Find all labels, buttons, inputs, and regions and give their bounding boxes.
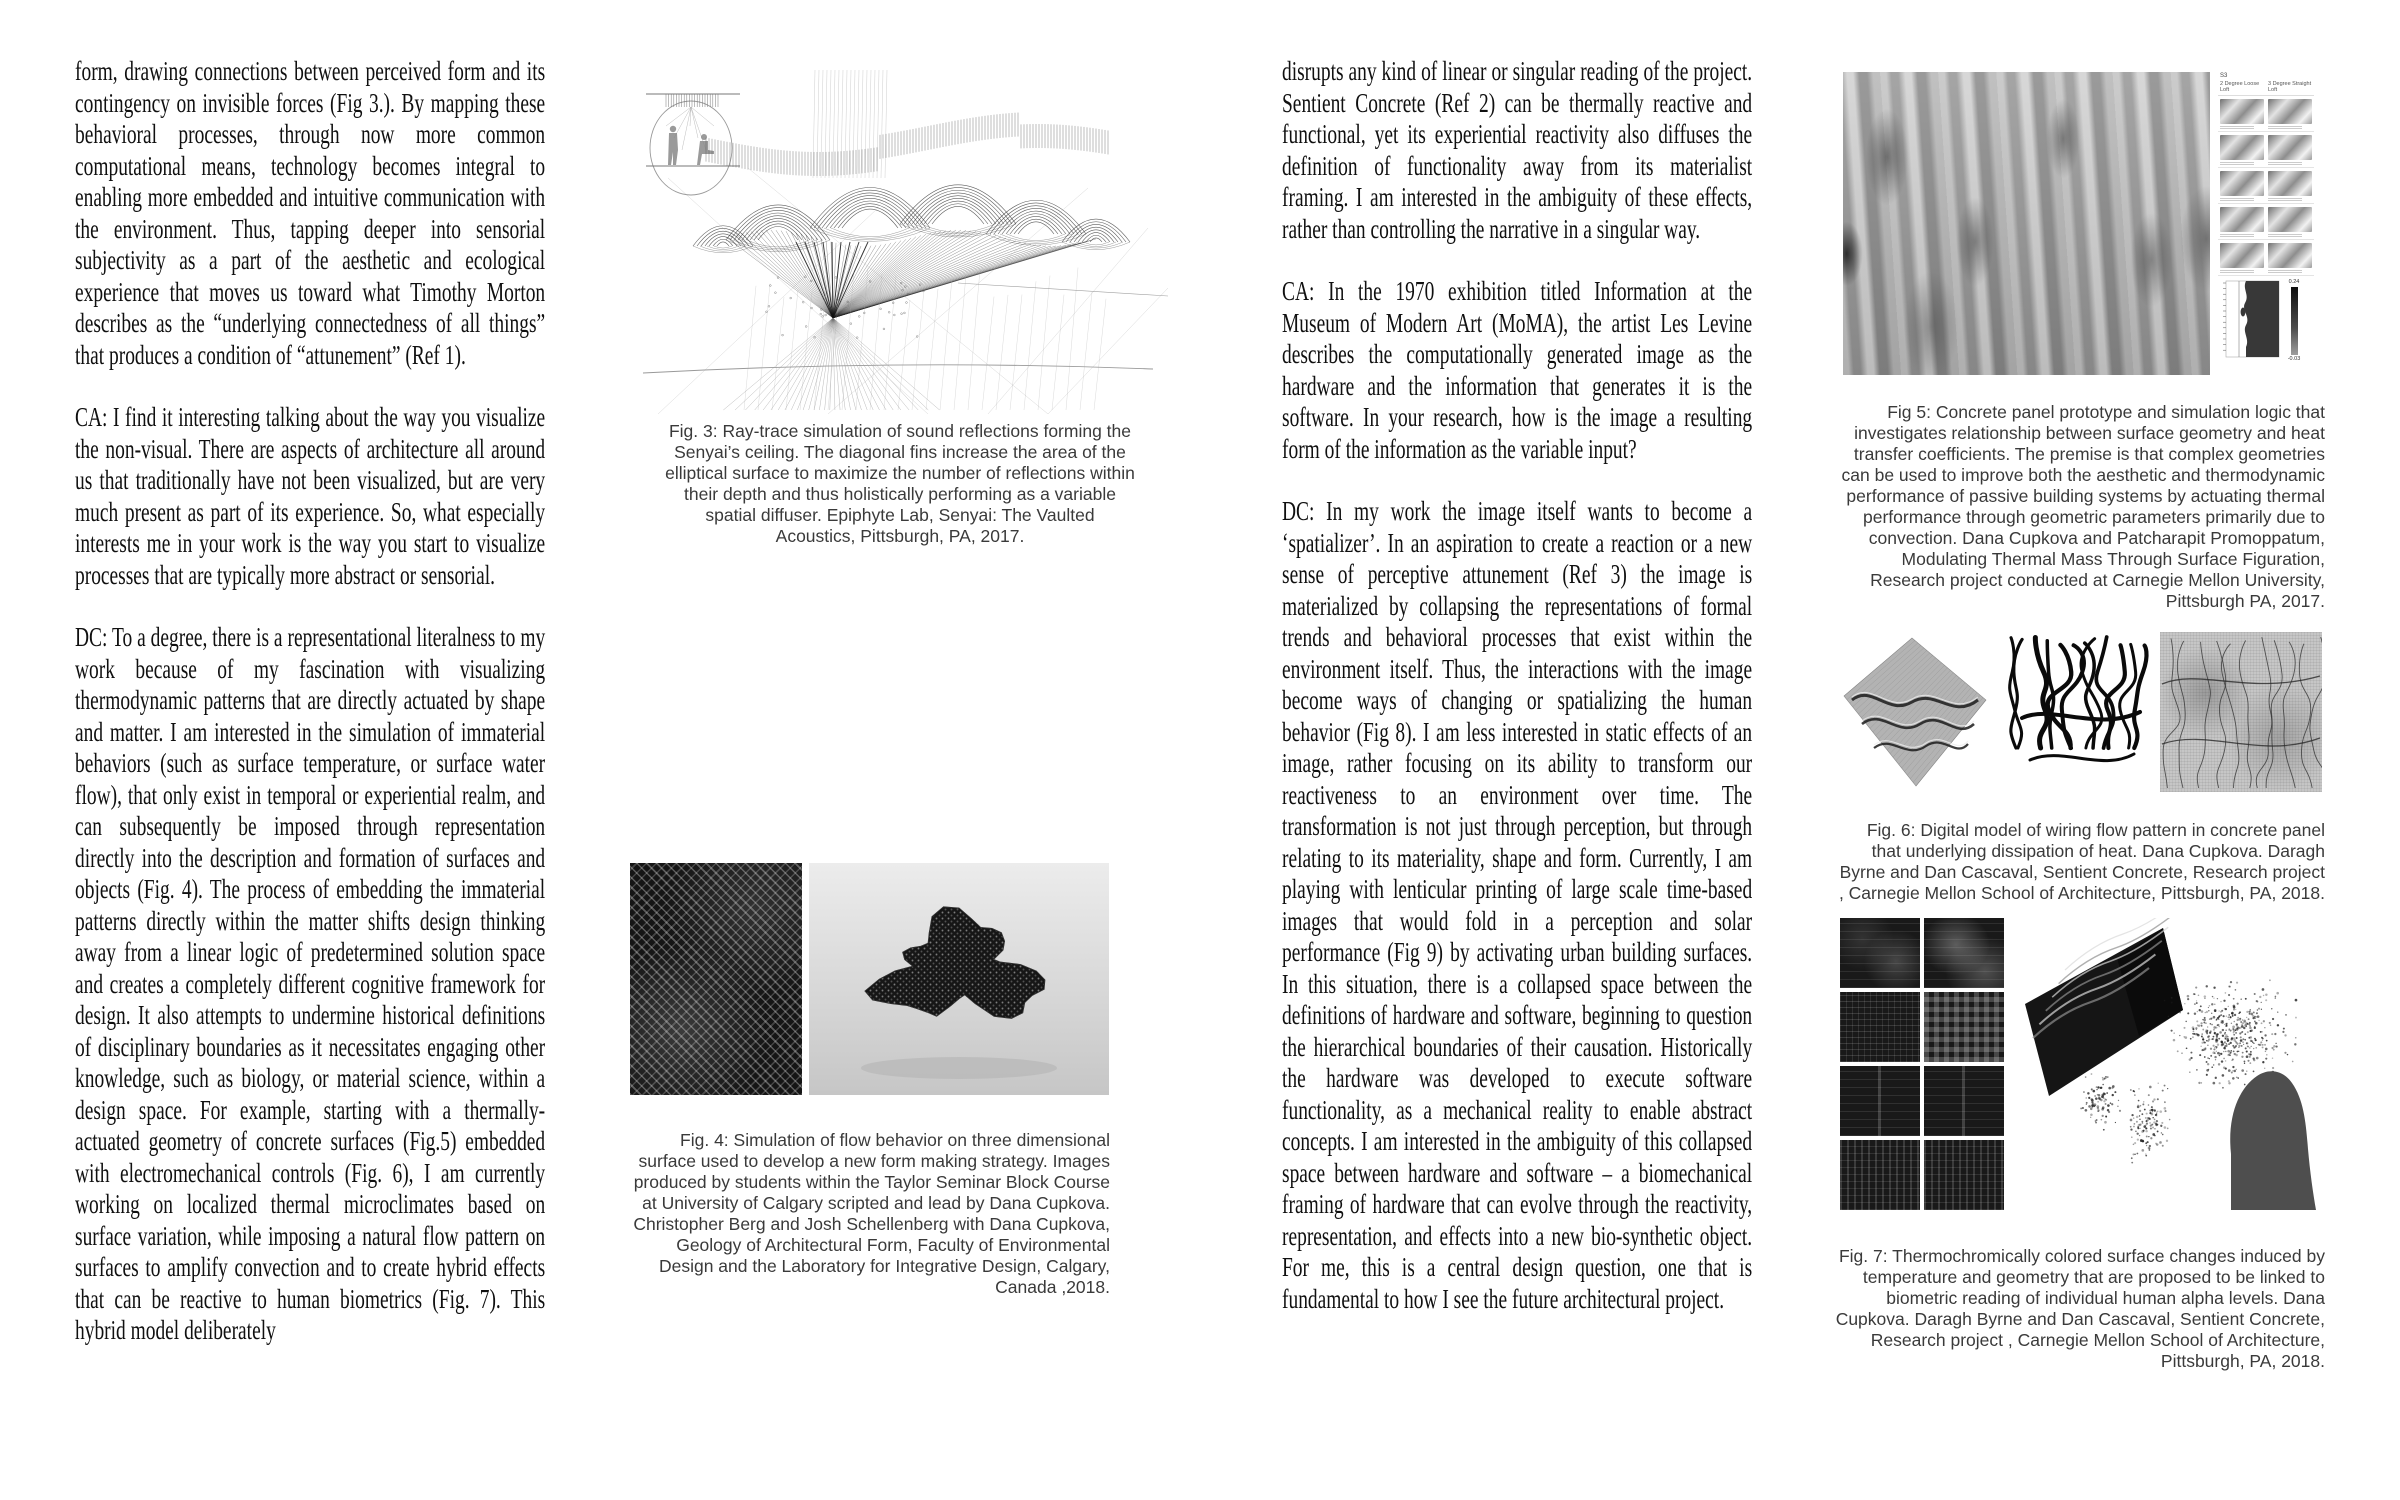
fig5-logic-title: S3 <box>2220 73 2228 79</box>
simulation-thumbnail-row <box>2218 168 2314 204</box>
fig3-raytrace-drawing <box>628 28 1168 414</box>
simulation-thumbnail-row <box>2218 240 2314 276</box>
right-text-column <box>1282 56 1752 1346</box>
fig6-flow-line-pattern <box>2002 632 2152 792</box>
paragraph-ca-question: CA: In the 1970 exhibition titled Information at the Museum of Modern Art (MoMA), the artist Les Levine describes the computationally generated image as the hardware and the information that generates it is the software. In your research, how is the image a resulting form of the information as the variable input? <box>1282 276 1753 464</box>
simulation-thumbnail <box>2268 135 2312 160</box>
fig6-textured-pattern <box>2160 632 2322 792</box>
fig4-left-image <box>630 863 802 1095</box>
simulation-thumbnail <box>2268 243 2312 268</box>
surface-thumbnail <box>1924 1140 2004 1210</box>
left-text-column <box>75 56 545 1378</box>
surface-thumbnail <box>1924 992 2004 1062</box>
fig4-flow-simulation <box>630 863 1109 1095</box>
simulation-thumbnail-row <box>2218 96 2314 132</box>
fig6-caption: Fig. 6: Digital model of wiring flow pattern in concrete panel that underlying dissipation of heat. Dana Cupkova. Daragh Byrne and Dan Cascaval, Sentient Concrete, Research project , Carnegie Mellon School of Architecture, Pittsburgh, PA, 2018. <box>1838 820 2325 903</box>
simulation-thumbnail <box>2220 99 2264 124</box>
fig4-right-image <box>809 863 1109 1095</box>
simulation-thumbnail <box>2268 171 2312 196</box>
fig7-panel-particle-diagram <box>2017 918 2332 1210</box>
simulation-thumbnail-row <box>2218 132 2314 168</box>
paragraph-intro: form, drawing connections between perceived form and its contingency on invisible forces (Fig 3.). By mapping these behavioral processes, through now more common computational means, technology becomes integral to enabling more embedded and intuitive communication with the environment. Thus, tapping deeper into sensorial subjectivity as a part of the aesthetic and ecological experience that moves us toward what Timothy Morton describes as the “underlying connectedness of all things” that produces a condition of “attunement” (Ref 1). <box>75 56 546 370</box>
fig7-thumbnail-grid <box>1840 918 2004 1210</box>
paragraph-dc-continued: disrupts any kind of linear or singular reading of the project. Sentient Concrete (Ref 2) can be thermally reactive and functional, yet its experiential reactivity also diffuses the definition of functionality away from its materialist framing. I am interested in the ambiguity of these effects, rather than controlling the narrative in a singular way. <box>1282 56 1753 244</box>
fig4-caption: Fig. 4: Simulation of flow behavior on three dimensional surface used to develop a new form making strategy. Images produced by students within the Taylor Seminar Block Course at University of Calgary scripted and lead by Dana Cupkova. Christopher Berg and Josh Schellenberg with Dana Cupkova, Geology of Architectural Form, Faculty of Environmental Design and the Laboratory for Integrative Design, Calgary, Canada ,2018. <box>633 1130 1110 1297</box>
surface-thumbnail <box>1840 1140 1920 1210</box>
fig5-logic-col1-label: 2 Degree Loose Loft <box>2220 81 2260 93</box>
surface-thumbnail <box>1840 1066 1920 1136</box>
fig5-panel-photo <box>1843 72 2210 375</box>
colorbar-gradient <box>2291 287 2298 355</box>
fig7-caption: Fig. 7: Thermochromically colored surface changes induced by temperature and geometry that are proposed to be linked to biometric reading of individual human alpha levels. Dana Cupkova. Daragh Byrne and Dan Cascaval, Sentient Concrete, Research project , Carnegie Mellon School of Architecture, Pittsburgh, PA, 2018. <box>1835 1246 2325 1371</box>
paragraph-ca-question: CA: I find it interesting talking about the way you visualize the non-visual. There are aspects of architecture all around us that traditionally have not been visualized, but are very much present as part of its experience. So, what especially interests me in your work is the way you start to visualize processes that are typically more abstract or sensorial. <box>75 402 546 590</box>
colorbar-max-label: 0.24 <box>2288 279 2300 285</box>
fig5-concrete-panel <box>1843 72 2314 375</box>
paragraph-dc-answer: DC: To a degree, there is a representational literalness to my work because of my fascination with visualizing thermodynamic patterns that are directly actuated by shape and matter. I am interested in the simulation of immaterial behaviors (such as surface temperature, or surface water flow), that only exist in temporal or experiential realm, and can subsequently be imposed through representation directly into the description and formation of surfaces and objects (Fig. 4). The process of embedding the immaterial patterns directly within the matter shifts design thinking away from a linear logic of predetermined solution space and creates a completely different cognitive framework for design. It also attempts to undermine historical definitions of disciplinary boundaries as it necessitates engaging other knowledge, such as biology, or material science, within a design space. For example, starting with a thermally-actuated geometry of concrete surfaces (Fig.5) embedded with electromechanical controls (Fig. 6), I am currently working on localized thermal microclimates based on surface variation, while imposing a natural flow pattern on surfaces to amplify convection and to create hybrid effects that can be reactive to human biometrics (Fig. 7). This hybrid model deliberately <box>75 622 546 1345</box>
simulation-thumbnail <box>2268 99 2312 124</box>
surface-thumbnail <box>1924 1066 2004 1136</box>
paragraph-dc-answer: DC: In my work the image itself wants to become a ‘spatializer’. In an aspiration to create a reaction or a new sense of perceptive attunement (Ref 3) the image is materialized by collapsing the representations of formal trends and behavioral processes that exist within the environment itself. Thus, the interactions with the image become ways of changing or spatializing the human behavior (Fig 8). I am less interested in static effects of an image, rather focusing on its ability to transform our reactiveness to an environment over time. The transformation is not just through perception, but through relating to its materiality, shape and form. Currently, I am playing with lenticular printing of large scale time-based images that would fold in a perception and solar performance (Fig 9) by activating urban building surfaces. In this situation, there is a collapsed space between the definitions of hardware and software, beginning to question the hierarchical boundaries of their causation. Historically the hardware was developed to execute software functionality, as a mechanical reality to enable abstract concepts. I am interested in the ambiguity of this collapsed space between hardware and software – a biomechanical framing of hardware that can evolve through the reactivity, representation, and effects into a new bio-synthetic object. For me, this is a central design question, one that is fundamental to how I see the future architectural project. <box>1282 496 1753 1314</box>
surface-thumbnail <box>1840 992 1920 1062</box>
fig6-wiring-flow-models <box>1840 632 2322 792</box>
fig5-colorbar <box>2281 279 2307 363</box>
simulation-thumbnail <box>2220 243 2264 268</box>
fig7-thermochromic-study <box>1840 918 2332 1210</box>
simulation-thumbnail <box>2220 207 2264 232</box>
simulation-thumbnail <box>2268 207 2312 232</box>
fig5-logic-column-labels <box>2218 80 2314 96</box>
fig6-3d-surface-model <box>1840 632 1990 792</box>
fig5-heat-transfer-chart <box>2218 276 2314 363</box>
fig5-logic-col2-label: 3 Degree Straight Loft <box>2268 81 2312 93</box>
surface-thumbnail <box>1840 918 1920 988</box>
surface-thumbnail <box>1924 918 2004 988</box>
colorbar-min-label: -0.03 <box>2287 356 2301 362</box>
fig3-caption: Fig. 3: Ray-trace simulation of sound reflections forming the Senyai’s ceiling. The diagonal fins increase the area of the elliptical surface to maximize the number of reflections within their depth and thus holistically performing as a variable spatial diffuser. Epiphyte Lab, Senyai: The Vaulted Acoustics, Pittsburgh, PA, 2017. <box>665 421 1135 546</box>
simulation-thumbnail <box>2220 171 2264 196</box>
simulation-thumbnail-row <box>2218 204 2314 240</box>
fig5-caption: Fig 5: Concrete panel prototype and simulation logic that investigates relationship between surface geometry and heat transfer coefficients. The premise is that complex geometries can be used to improve both the aesthetic and thermodynamic performance of passive building systems by actuating thermal performance through geometric parameters primarily due to convection. Dana Cupkova and Patcharapit Promoppatum, Modulating Thermal Mass Through Surface Figuration, Research project conducted at Carnegie Mellon University, Pittsburgh PA, 2017. <box>1841 402 2325 611</box>
simulation-thumbnail <box>2220 135 2264 160</box>
fig5-simulation-logic <box>2218 72 2314 375</box>
